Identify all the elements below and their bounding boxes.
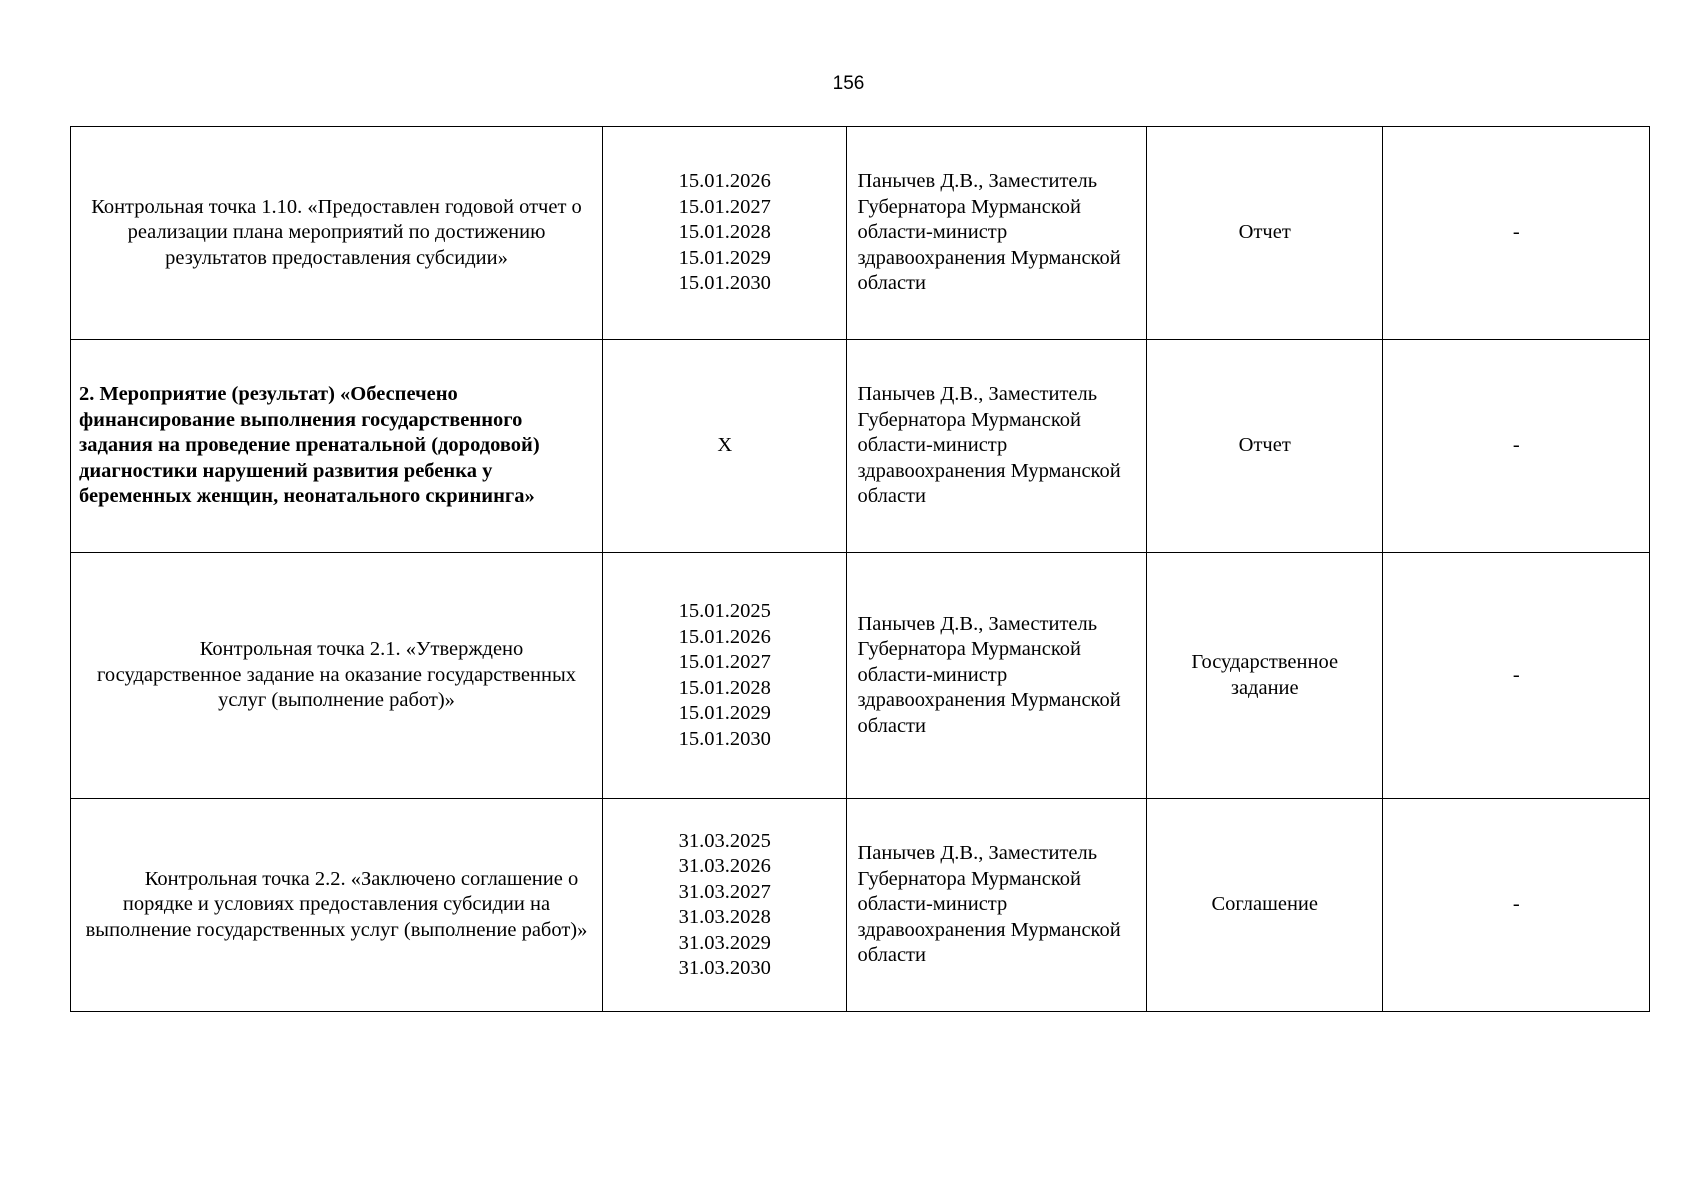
activity-name-cell xyxy=(71,127,603,340)
note: - xyxy=(1512,663,1520,686)
document-type: Государственное задание xyxy=(1191,651,1339,699)
note: - xyxy=(1512,434,1520,457)
activity-name: 2. Мероприятие (результат) «Обеспечено финансирование выполнения государственного задания на проведение пренатальной (дородовой) диагностики нарушений развития ребенка у беременных женщин, неонатального скрининга» xyxy=(79,383,540,508)
dates-cell xyxy=(603,799,847,1012)
date: 15.01.2028 xyxy=(678,676,771,699)
document-cell xyxy=(1147,553,1383,799)
dates-cell xyxy=(603,340,847,553)
table-row xyxy=(71,553,1650,799)
responsible: Панычев Д.В., Заместитель Губернатора Мурманской области-министр здравоохранения Мурманской области xyxy=(857,842,1121,967)
responsible-cell xyxy=(847,127,1147,340)
note: - xyxy=(1512,221,1520,244)
responsible-cell xyxy=(847,340,1147,553)
activity-name-cell xyxy=(71,553,603,799)
date: 15.01.2027 xyxy=(678,651,771,673)
date: 31.03.2028 xyxy=(678,906,771,928)
date: 15.01.2025 xyxy=(678,600,771,622)
responsible: Панычев Д.В., Заместитель Губернатора Мурманской области-министр здравоохранения Мурманской области xyxy=(857,383,1121,508)
activity-name: Контрольная точка 1.10. «Предоставлен годовой отчет о реализации плана мероприятий по достижению результатов предоставления субсидии» xyxy=(91,195,582,269)
date: 15.01.2027 xyxy=(678,195,771,218)
document-type: Отчет xyxy=(1238,221,1291,244)
date: 15.01.2026 xyxy=(678,170,771,193)
date: 15.01.2026 xyxy=(678,625,771,648)
responsible: Панычев Д.В., Заместитель Губернатора Мурманской области-министр здравоохранения Мурманской области xyxy=(857,612,1121,737)
dates-cell xyxy=(603,127,847,340)
activity-name-cell xyxy=(71,340,603,553)
note: - xyxy=(1512,893,1520,916)
table-row xyxy=(71,340,1650,553)
date: 31.03.2029 xyxy=(678,931,771,954)
document-cell xyxy=(1147,127,1383,340)
note-cell xyxy=(1383,340,1650,553)
responsible: Панычев Д.В., Заместитель Губернатора Мурманской области-министр здравоохранения Мурманской области xyxy=(857,170,1121,295)
activity-name: Контрольная точка 2.2. «Заключено соглашение о порядке и условиях предоставления субсидии на выполнение государственных услуг (выполнение работ)» xyxy=(85,867,588,941)
date: 31.03.2026 xyxy=(678,855,771,877)
date: 15.01.2030 xyxy=(678,272,771,295)
date: 31.03.2025 xyxy=(678,829,771,852)
responsible-cell xyxy=(847,553,1147,799)
document-type: Соглашение xyxy=(1211,893,1318,916)
date: 15.01.2029 xyxy=(678,702,771,724)
date: 31.03.2027 xyxy=(678,880,771,903)
date: 15.01.2028 xyxy=(678,221,771,244)
plan-table xyxy=(70,126,1650,1012)
document-cell xyxy=(1147,799,1383,1012)
note-cell xyxy=(1383,553,1650,799)
note-cell xyxy=(1383,799,1650,1012)
date: 15.01.2029 xyxy=(678,246,771,269)
date: X xyxy=(717,434,733,457)
table-row xyxy=(71,799,1650,1012)
table-row xyxy=(71,127,1650,340)
activity-name-cell xyxy=(71,799,603,1012)
document-type: Отчет xyxy=(1238,434,1291,457)
document-cell xyxy=(1147,340,1383,553)
date: 15.01.2030 xyxy=(678,727,771,750)
date: 31.03.2030 xyxy=(678,957,771,979)
page-number: 156 xyxy=(832,73,865,94)
note-cell xyxy=(1383,127,1650,340)
dates-cell xyxy=(603,553,847,799)
responsible-cell xyxy=(847,799,1147,1012)
activity-name: Контрольная точка 2.1. «Утверждено государственное задание на оказание государственных услуг (выполнение работ)» xyxy=(97,638,576,712)
